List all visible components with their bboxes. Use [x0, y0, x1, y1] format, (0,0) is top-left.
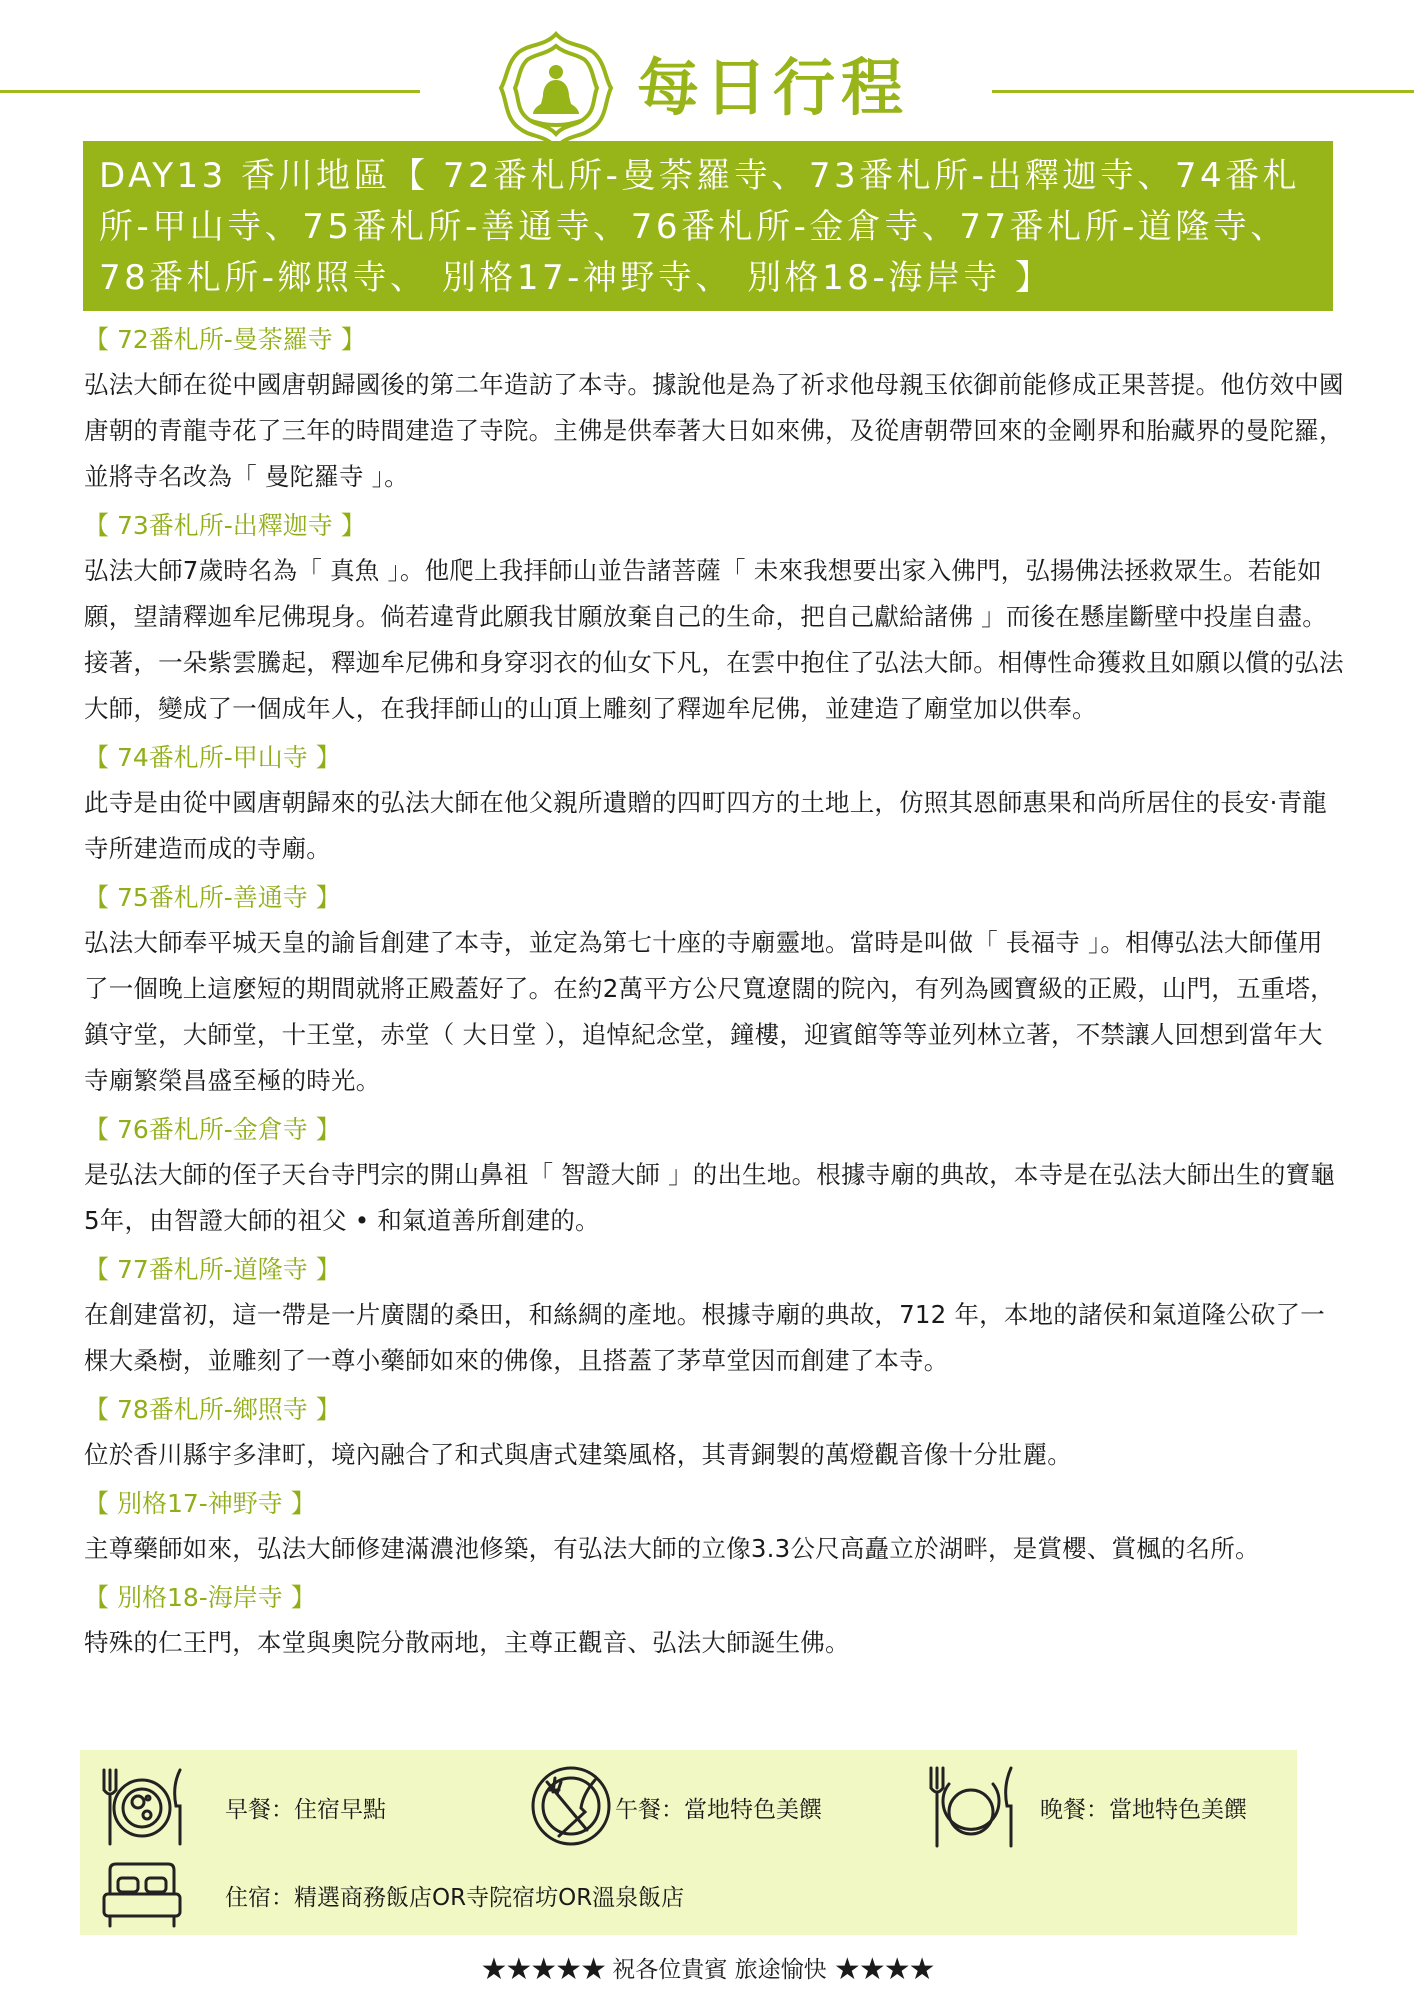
footer-greeting — [0, 1950, 1414, 1990]
section-body: 是弘法大師的侄子天台寺門宗的開山鼻祖「 智證大師 」的出生地。根據寺廟的典故，本寺是在弘法大師出生的寶龜5年，由智證大師的祖父 • 和氣道善所創建的。 — [84, 1160, 1335, 1235]
section-body: 主尊藥師如來，弘法大師修建滿濃池修築，有弘法大師的立像3.3公尺高矗立於湖畔，是賞櫻、賞楓的名所。 — [84, 1534, 1260, 1563]
itinerary-content — [84, 320, 1344, 1672]
temple-section-74 — [84, 738, 1344, 872]
temple-section-72 — [84, 320, 1344, 500]
stars-right: ★★★★ — [833, 1952, 934, 1987]
header-rule-left — [0, 90, 420, 93]
section-body: 弘法大師7歲時名為「 真魚 」。他爬上我拝師山並告諸菩薩「 未來我想要出家入佛門，弘揚佛法拯救眾生。若能如願，望請釋迦牟尼佛現身。倘若違背此願我甘願放棄自己的生命，把自己獻給諸佛 」而後在懸崖斷壁中投崖自盡。接著，一朵紫雲騰起，釋迦牟尼佛和身穿羽衣的仙女下凡，在雲中抱住了弘法大師。相傳性命獲救且如願以償的弘法大師，變成了一個成年人，在我拝師山的山頂上雕刻了釋迦牟尼佛，並建造了廟堂加以供奉。 — [84, 556, 1344, 723]
temple-section-78 — [84, 1390, 1344, 1478]
section-body: 此寺是由從中國唐朝歸來的弘法大師在他父親所遺贈的四町四方的土地上，仿照其恩師惠果和尚所居住的長安·青龍寺所建造而成的寺廟。 — [84, 788, 1327, 863]
lunch-plate-icon — [525, 1760, 617, 1852]
day-banner: DAY13 香川地區【 72番札所-曼荼羅寺、73番札所-出釋迦寺、74番札所-甲山寺、75番札所-善通寺、76番札所-金倉寺、77番札所-道隆寺、78番札所-鄉照寺、 別格17-神野寺、 別格18-海岸寺 】 — [83, 141, 1333, 311]
lodging-label: 住宿：精選商務飯店OR寺院宿坊OR溫泉飯店 — [225, 1885, 685, 1911]
buddha-lotus-icon — [493, 28, 619, 154]
page-title: 每日行程 — [637, 51, 910, 124]
section-title: 【 75番札所-善通寺 】 — [84, 883, 341, 912]
temple-section-76 — [84, 1110, 1344, 1244]
section-title: 【 72番札所-曼荼羅寺 】 — [84, 325, 366, 354]
section-body: 弘法大師奉平城天皇的諭旨創建了本寺，並定為第七十座的寺廟靈地。當時是叫做「 長福寺 」。相傳弘法大師僅用了一個晚上這麼短的期間就將正殿蓋好了。在約2萬平方公尺寬遼闊的院內，有列為國寶級的正殿，山門，五重塔，鎮守堂，大師堂，十王堂，赤堂（ 大日堂 ），追悼紀念堂，鐘樓，迎賓館等等並列林立著，不禁讓人回想到當年大寺廟繁榮昌盛至極的時光。 — [84, 928, 1335, 1095]
section-body: 在創建當初，這一帶是一片廣闊的桑田，和絲綢的產地。根據寺廟的典故，712 年，本地的諸侯和氣道隆公砍了一棵大桑樹，並雕刻了一尊小藥師如來的佛像，且搭蓋了茅草堂因而創建了本寺。 — [84, 1300, 1325, 1375]
section-title: 【 73番札所-出釋迦寺 】 — [84, 511, 366, 540]
section-title: 【 別格18-海岸寺 】 — [84, 1583, 316, 1612]
temple-section-bekkaku-17 — [84, 1484, 1344, 1572]
footer-text: 祝各位貴賓 旅途愉快 — [612, 1957, 827, 1983]
meal-info-box — [80, 1750, 1297, 1935]
temple-section-73 — [84, 506, 1344, 732]
stars-left: ★★★★★ — [480, 1952, 605, 1987]
breakfast-plate-icon — [96, 1760, 188, 1852]
bed-icon — [96, 1850, 188, 1942]
lunch-label: 午餐：當地特色美饌 — [615, 1797, 822, 1823]
temple-section-bekkaku-18 — [84, 1578, 1344, 1666]
dinner-label: 晚餐：當地特色美饌 — [1040, 1797, 1247, 1823]
section-title: 【 77番札所-道隆寺 】 — [84, 1255, 341, 1284]
section-title: 【 78番札所-鄉照寺 】 — [84, 1395, 341, 1424]
section-body: 位於香川縣宇多津町，境內融合了和式與唐式建築風格，其青銅製的萬燈觀音像十分壯麗。 — [84, 1440, 1072, 1469]
breakfast-label: 早餐：住宿早點 — [225, 1797, 386, 1823]
temple-section-75 — [84, 878, 1344, 1104]
section-title: 【 76番札所-金倉寺 】 — [84, 1115, 341, 1144]
section-title: 【 74番札所-甲山寺 】 — [84, 743, 341, 772]
section-body: 弘法大師在從中國唐朝歸國後的第二年造訪了本寺。據說他是為了祈求他母親玉依御前能修成正果菩提。他仿效中國唐朝的青龍寺花了三年的時間建造了寺院。主佛是供奉著大日如來佛，及從唐朝帶回來的金剛界和胎藏界的曼陀羅，並將寺名改為「 曼陀羅寺 」。 — [84, 370, 1344, 491]
header-rule-right — [992, 90, 1414, 93]
temple-section-77 — [84, 1250, 1344, 1384]
section-body: 特殊的仁王門，本堂與奧院分散兩地，主尊正觀音、弘法大師誕生佛。 — [84, 1628, 850, 1657]
section-title: 【 別格17-神野寺 】 — [84, 1489, 316, 1518]
dinner-plate-icon — [925, 1760, 1017, 1852]
